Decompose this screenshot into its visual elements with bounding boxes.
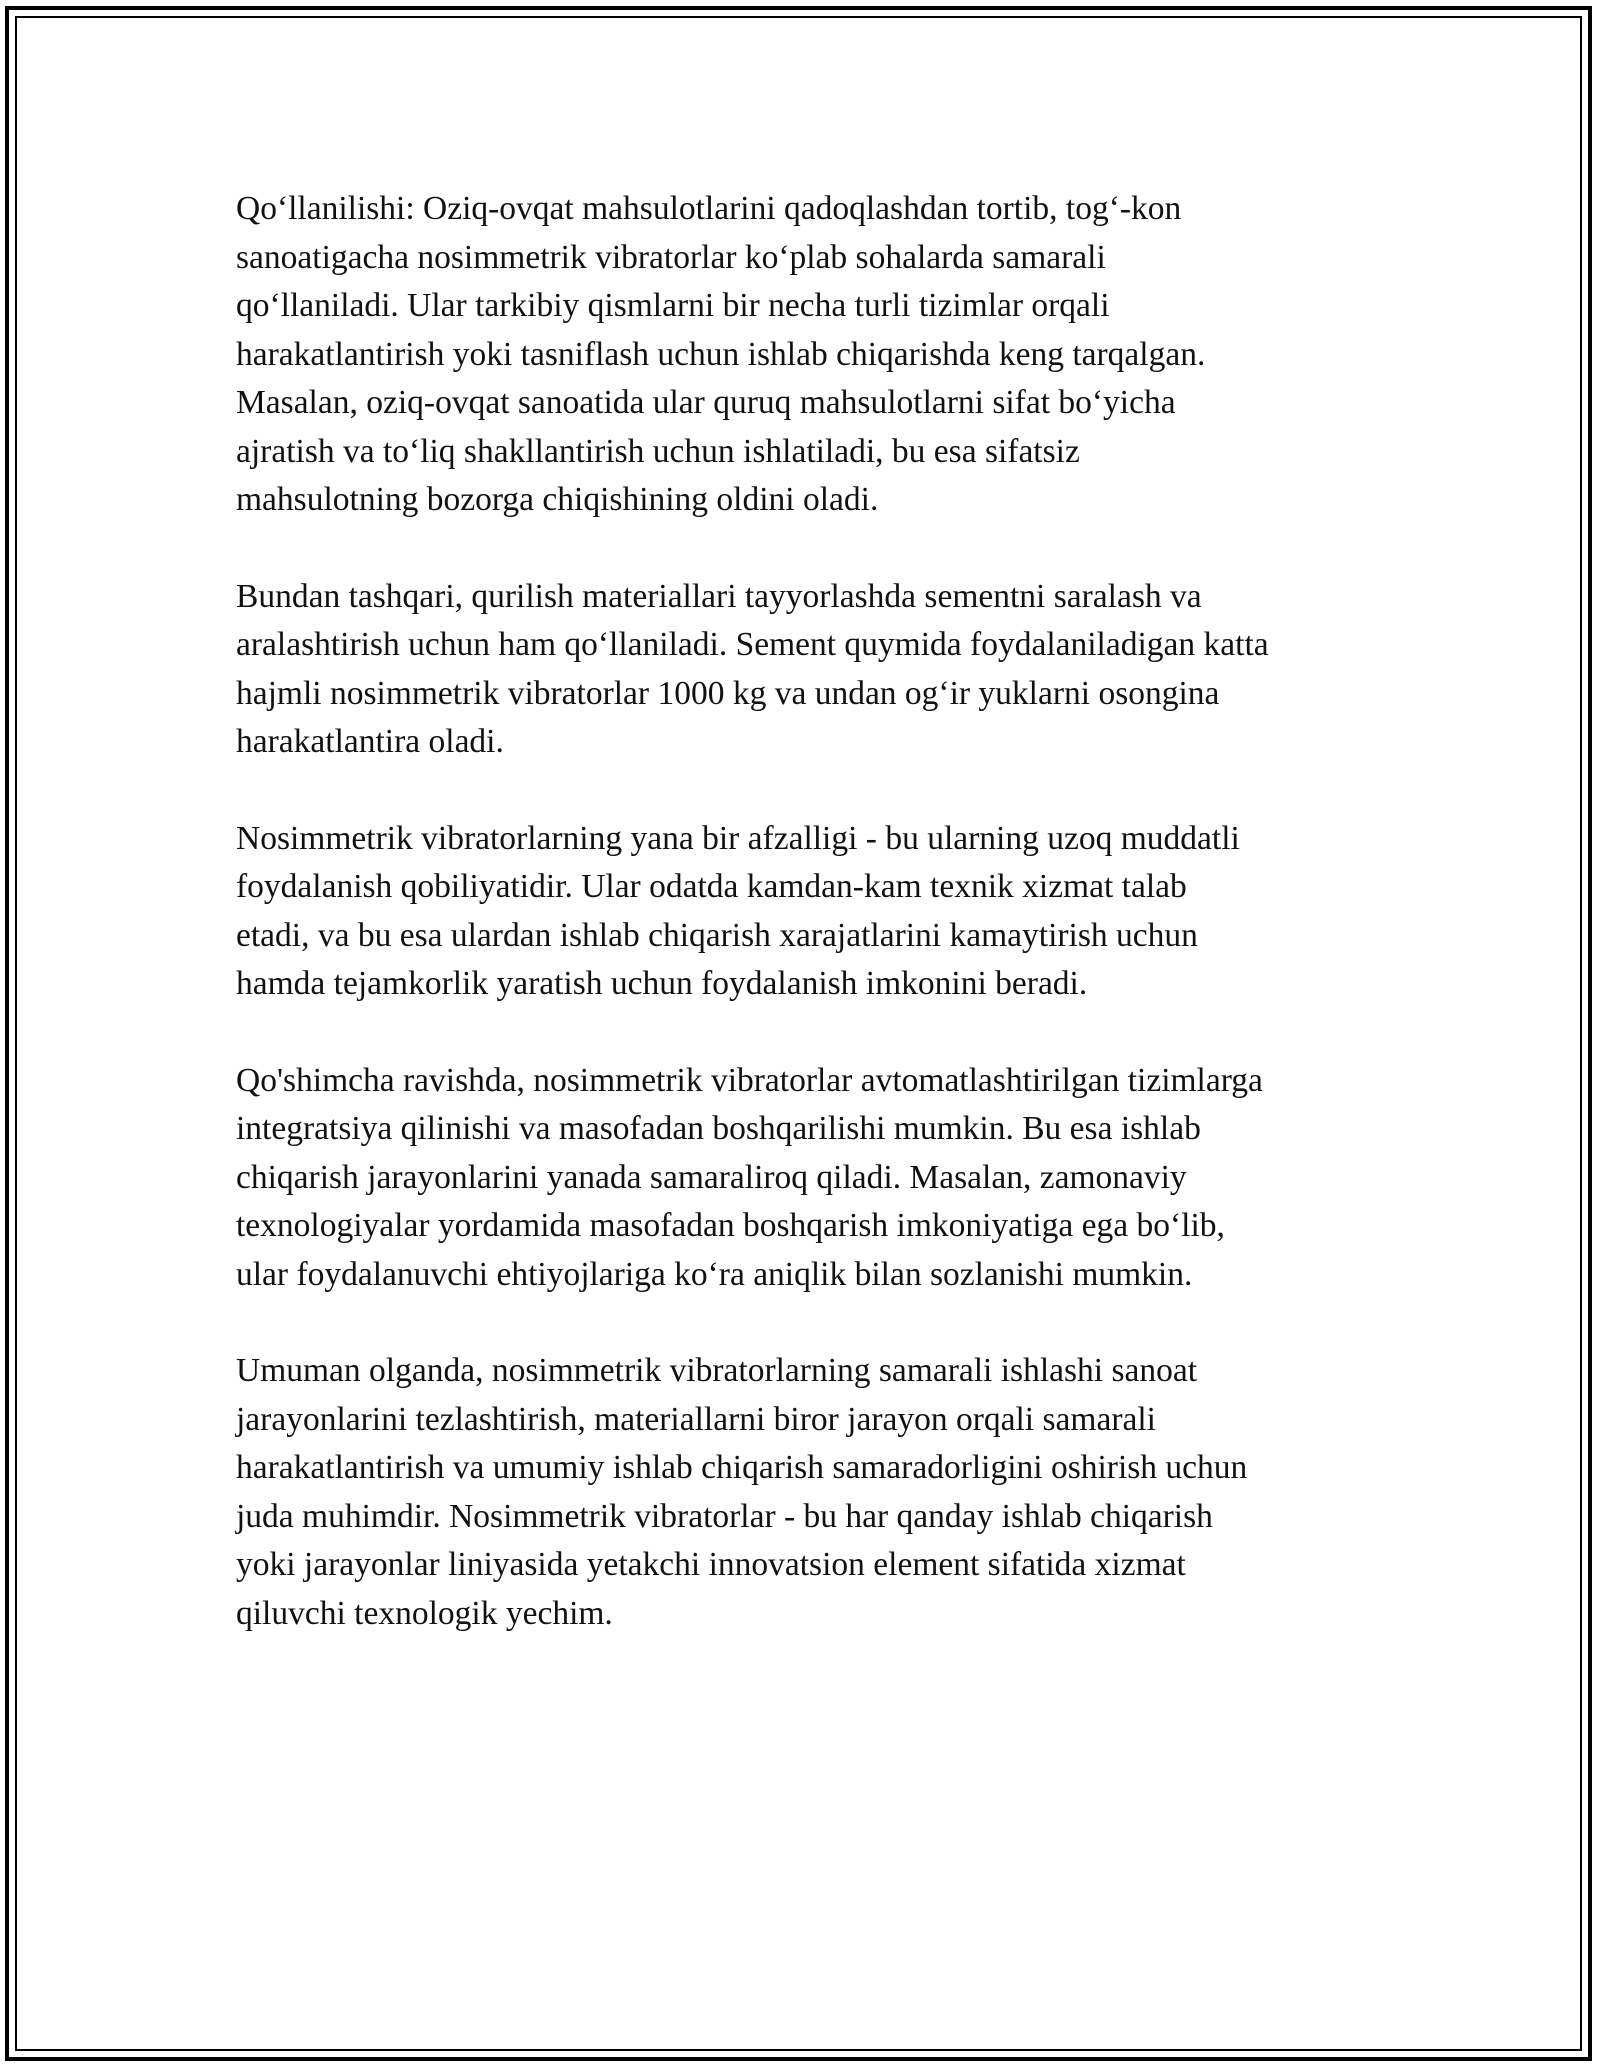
text-line: ular foydalanuvchi ehtiyojlariga ko‘ra aniqlik bilan sozlanishi mumkin. — [236, 1255, 1193, 1293]
text-line: integratsiya qilinishi va masofadan boshqarilishi mumkin. Bu esa ishlab — [236, 1110, 1201, 1147]
text-line: texnologiyalar yordamida masofadan boshqarish imkoniyatiga ega bo‘lib, — [236, 1207, 1225, 1244]
text-line: Umuman olganda, nosimmetrik vibratorlarning samarali ishlashi sanoat — [236, 1352, 1198, 1389]
text-line: Nosimmetrik vibratorlarning yana bir afzalligi - bu ularning uzoq muddatli — [236, 819, 1240, 857]
text-line: yoki jarayonlar liniyasida yetakchi innovatsion element sifatida xizmat — [236, 1546, 1186, 1583]
text-line: hajmli nosimmetrik vibratorlar 1000 kg va undan og‘ir yuklarni osongina — [236, 674, 1220, 712]
text-line: Bundan tashqari, qurilish materiallari tayyorlashda sementni saralash va — [236, 577, 1202, 615]
text-line: Masalan, oziq-ovqat sanoatida ular quruq mahsulotlarni sifat bo‘yicha — [236, 384, 1176, 421]
text-line: jarayonlarini tezlashtirish, materiallarni biror jarayon orqali samarali — [236, 1400, 1156, 1438]
text-line: qiluvchi texnologik yechim. — [236, 1594, 613, 1632]
paragraph-4 — [236, 1057, 1406, 1300]
paragraph-3 — [236, 815, 1406, 1009]
text-line: Qo‘llanilishi: Oziq-ovqat mahsulotlarini qadoqlashdan tortib, tog‘-kon — [236, 190, 1182, 227]
text-line: etadi, va bu esa ulardan ishlab chiqarish xarajatlarini kamaytirish uchun — [236, 916, 1198, 954]
document-body — [236, 185, 1406, 1686]
text-line: harakatlantirish yoki tasniflash uchun ishlab chiqarishda keng tarqalgan. — [236, 335, 1206, 373]
paragraph-5 — [236, 1347, 1406, 1638]
text-line: mahsulotning bozorga chiqishining oldini oladi. — [236, 481, 879, 518]
text-line: harakatlantirish va umumiy ishlab chiqarish samaradorligini oshirish uchun — [236, 1449, 1248, 1486]
text-line: foydalanish qobiliyatidir. Ular odatda kamdan-kam texnik xizmat talab — [236, 868, 1187, 905]
text-line: ajratish va to‘liq shakllantirish uchun ishlatiladi, bu esa sifatsiz — [236, 432, 1080, 470]
text-line: sanoatigacha nosimmetrik vibratorlar ko‘plab sohalarda samarali — [236, 238, 1106, 276]
text-line: hamda tejamkorlik yaratish uchun foydalanish imkonini beradi. — [236, 965, 1088, 1002]
paragraph-1 — [236, 185, 1406, 525]
text-line: juda muhimdir. Nosimmetrik vibratorlar - bu har qanday ishlab chiqarish — [236, 1497, 1213, 1535]
text-line: Qo'shimcha ravishda, nosimmetrik vibratorlar avtomatlashtirilgan tizimlarga — [236, 1061, 1263, 1099]
text-line: qo‘llaniladi. Ular tarkibiy qismlarni bir necha turli tizimlar orqali — [236, 287, 1110, 324]
text-line: aralashtirish uchun ham qo‘llaniladi. Sement quymida foydalaniladigan katta — [236, 626, 1269, 663]
text-line: harakatlantira oladi. — [236, 723, 504, 760]
text-line: chiqarish jarayonlarini yanada samaraliroq qiladi. Masalan, zamonaviy — [236, 1158, 1187, 1196]
paragraph-2 — [236, 573, 1406, 767]
